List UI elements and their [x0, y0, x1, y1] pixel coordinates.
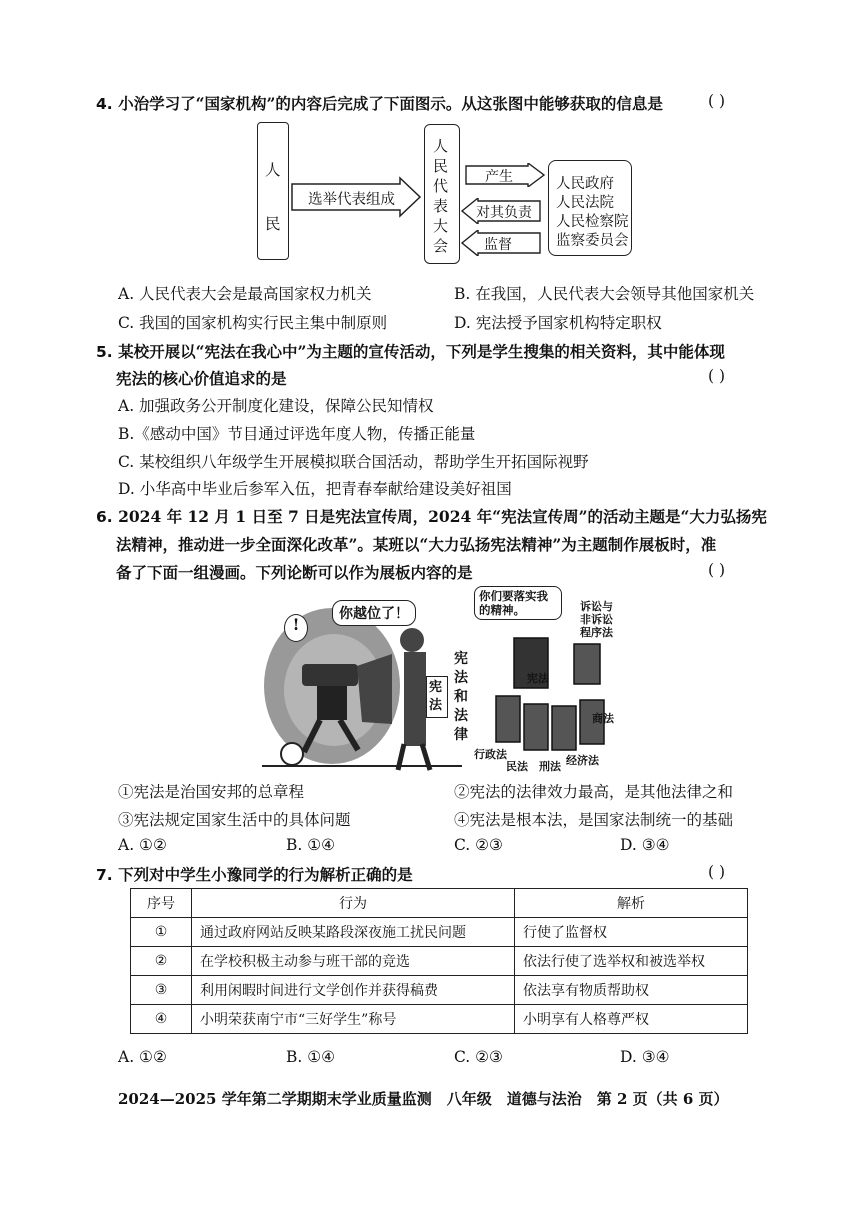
- law-civil: 民法: [506, 760, 528, 773]
- q5-option-d[interactable]: D. 小华高中毕业后参军入伍，把青春奉献给建设美好祖国: [118, 480, 512, 498]
- q7-number: 7.: [96, 866, 113, 884]
- organ-court: 人民法院: [556, 195, 614, 211]
- q7-table: [130, 888, 748, 1034]
- spirit-bubble-text: 你们要落实我的精神。: [479, 589, 548, 617]
- flag-label: 宪法: [426, 676, 448, 718]
- page-footer: 2024—2025 学年第二学期期末学业质量监测 八年级 道德与法治 第 2 页（共 6 页）: [118, 1090, 729, 1108]
- q6-number: 6.: [96, 508, 113, 526]
- q4-stem: [96, 92, 663, 114]
- q4-number: 4.: [96, 95, 113, 113]
- npc-label: 人民代表大会: [433, 137, 449, 255]
- row-index: ④: [131, 1005, 192, 1034]
- q5-option-c[interactable]: C. 某校组织八年级学生开展模拟联合国活动，帮助学生开拓国际视野: [118, 453, 589, 471]
- q6-option-d[interactable]: D. ③④: [620, 836, 670, 854]
- row-index: ②: [131, 947, 192, 976]
- table-row: [131, 918, 748, 947]
- responsible-label: 对其负责: [476, 205, 532, 221]
- header-analysis: 解析: [515, 889, 748, 918]
- q6-statement-4: ④宪法是根本法，是国家法制统一的基础: [454, 811, 734, 829]
- q4-option-d[interactable]: D. 宪法授予国家机构特定职权: [454, 314, 662, 332]
- row-analysis: 小明享有人格尊严权: [515, 1005, 748, 1034]
- q5-option-a[interactable]: A. 加强政务公开制度化建设，保障公民知情权: [118, 397, 434, 415]
- q4-option-a[interactable]: A. 人民代表大会是最高国家权力机关: [118, 285, 372, 303]
- organ-procuratorate: 人民检察院: [556, 214, 629, 230]
- people-char-2: 民: [265, 215, 281, 233]
- q4-option-c[interactable]: C. 我国的国家机构实行民主集中制原则: [118, 314, 388, 332]
- table-header-row: [131, 889, 748, 918]
- offside-bubble: 你越位了！: [332, 600, 416, 626]
- table-row: [131, 976, 748, 1005]
- row-index: ①: [131, 918, 192, 947]
- q7-answer-paren[interactable]: ( ): [708, 863, 726, 881]
- row-behavior: 利用闲暇时间进行文学创作并获得稿费: [192, 976, 515, 1005]
- q7-text: 下列对中学生小豫同学的行为解析正确的是: [118, 865, 413, 884]
- people-char-1: 人: [265, 161, 281, 179]
- spirit-bubble: [474, 586, 562, 620]
- q5-number: 5.: [96, 343, 113, 361]
- row-analysis: 依法行使了选举权和被选举权: [515, 947, 748, 976]
- q6-statement-3: ③宪法规定国家生活中的具体问题: [118, 811, 351, 829]
- organ-government: 人民政府: [556, 176, 614, 192]
- row-behavior: 在学校积极主动参与班干部的竞选: [192, 947, 515, 976]
- law-commercial: 商法: [592, 712, 614, 725]
- center-constitution-label: 宪法: [527, 672, 549, 685]
- q5-text-1: 某校开展以“宪法在我心中”为主题的宣传活动，下列是学生搜集的相关资料，其中能体现: [118, 342, 725, 361]
- header-index: 序号: [131, 889, 192, 918]
- q4-answer-paren[interactable]: ( ): [708, 92, 726, 110]
- q6-stem-line3: 备了下面一组漫画。下列论断可以作为展板内容的是: [116, 563, 473, 582]
- supervise-label: 监督: [484, 237, 512, 253]
- vertical-label: 宪法和法律: [454, 651, 468, 743]
- q5-stem-line2: 宪法的核心价值追求的是: [116, 369, 287, 388]
- row-behavior: 通过政府网站反映某路段深夜施工扰民问题: [192, 918, 515, 947]
- exclaim-bubble: !: [284, 614, 308, 642]
- row-behavior: 小明荣获南宁市“三好学生”称号: [192, 1005, 515, 1034]
- row-analysis: 行使了监督权: [515, 918, 748, 947]
- q5-option-b[interactable]: B.《感动中国》节目通过评选年度人物，传播正能量: [118, 425, 476, 443]
- q4-option-b[interactable]: B. 在我国，人民代表大会领导其他国家机关: [454, 285, 755, 303]
- q6-option-b[interactable]: B. ①④: [286, 836, 336, 854]
- q7-option-b[interactable]: B. ①④: [286, 1048, 336, 1066]
- law-economic: 经济法: [566, 754, 599, 767]
- q4-text: 小治学习了“国家机构”的内容后完成了下面图示。从这张图中能够获取的信息是: [118, 94, 663, 113]
- q5-answer-paren[interactable]: ( ): [708, 367, 726, 385]
- law-procedure: 诉讼与非诉讼程序法: [580, 600, 613, 639]
- row-index: ③: [131, 976, 192, 1005]
- q7-stem: [96, 863, 413, 885]
- q7-option-a[interactable]: A. ①②: [118, 1048, 167, 1066]
- people-box: [257, 122, 289, 260]
- q6-stem-line1: [96, 505, 767, 527]
- q6-text-1: 2024 年 12 月 1 日至 7 日是宪法宣传周，2024 年“宪法宣传周”的活动主题是“大力弘扬宪: [118, 507, 767, 526]
- elect-arrow-label: 选举代表组成: [308, 192, 395, 208]
- law-administrative: 行政法: [474, 748, 507, 761]
- q6-statement-1: ①宪法是治国安邦的总章程: [118, 783, 305, 801]
- table-row: [131, 1005, 748, 1034]
- q6-option-a[interactable]: A. ①②: [118, 836, 167, 854]
- q6-answer-paren[interactable]: ( ): [708, 561, 726, 579]
- q6-stem-line2: 法精神，推动进一步全面深化改革”。某班以“大力弘扬宪法精神”为主题制作展板时，准: [116, 535, 717, 554]
- q5-stem-line1: [96, 340, 725, 362]
- produce-label: 产生: [485, 169, 513, 185]
- row-analysis: 依法享有物质帮助权: [515, 976, 748, 1005]
- law-criminal: 刑法: [539, 760, 561, 773]
- organ-supervision: 监察委员会: [556, 233, 629, 249]
- table-row: [131, 947, 748, 976]
- q7-option-c[interactable]: C. ②③: [454, 1048, 503, 1066]
- q6-option-c[interactable]: C. ②③: [454, 836, 503, 854]
- header-behavior: 行为: [192, 889, 515, 918]
- q7-option-d[interactable]: D. ③④: [620, 1048, 670, 1066]
- q6-statement-2: ②宪法的法律效力最高，是其他法律之和: [454, 783, 734, 801]
